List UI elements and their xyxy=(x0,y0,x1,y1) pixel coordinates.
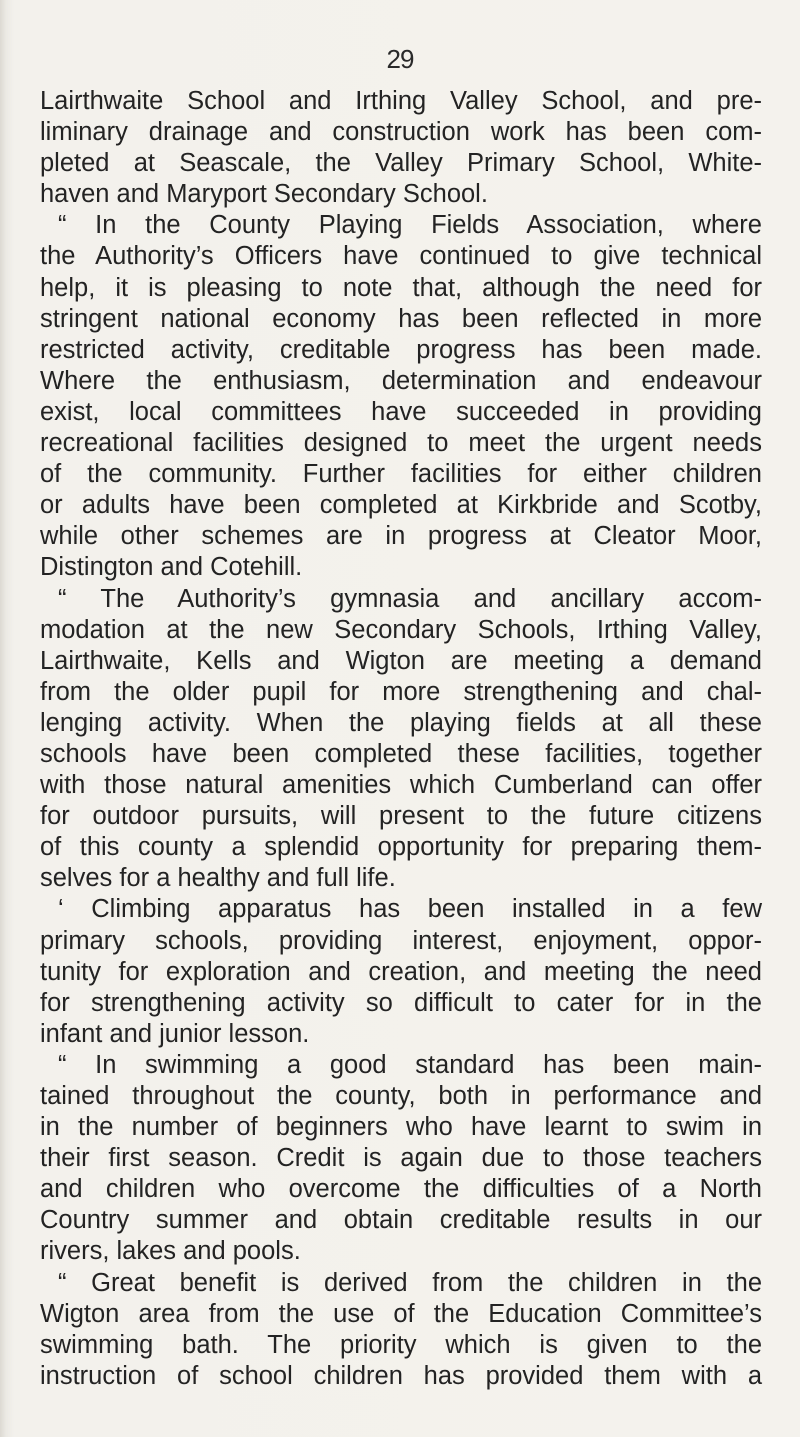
text-line: infant and junior lesson. xyxy=(40,1019,310,1048)
text-line: of the community. Further facilities for either children xyxy=(40,460,762,489)
text-line: modation at the new Secondary Schools, Irthing Valley, xyxy=(40,615,762,644)
page-number: 29 xyxy=(386,44,414,74)
text-line: while other schemes are in progress at Cleator Moor, xyxy=(40,522,762,551)
paragraph-4 xyxy=(40,894,762,1049)
text-line: “ In swimming a good standard has been main- xyxy=(58,1050,762,1079)
paragraph-1 xyxy=(40,86,762,210)
text-line: “ The Authority’s gymnasia and ancillary accom- xyxy=(58,584,762,613)
text-line: Wigton area from the use of the Education Committee’s xyxy=(40,1299,762,1328)
text-line: stringent national economy has been reflected in more xyxy=(40,304,762,333)
text-line: liminary drainage and construction work has been com- xyxy=(40,118,762,147)
text-line: selves for a healthy and full life. xyxy=(40,864,396,893)
text-line: for outdoor pursuits, will present to the future citizens xyxy=(40,802,762,831)
text-line: help, it is pleasing to note that, although the need for xyxy=(40,273,762,302)
paragraph-6 xyxy=(40,1268,762,1392)
text-line: swimming bath. The priority which is given to the xyxy=(40,1330,762,1359)
text-line: lenging activity. When the playing fields at all these xyxy=(40,708,762,737)
paragraph-2 xyxy=(40,210,762,583)
text-line: exist, local committees have succeeded in providing xyxy=(40,397,762,426)
text-line: instruction of school children has provided them with a xyxy=(40,1361,762,1390)
body-text xyxy=(40,86,762,1392)
text-line: recreational facilities designed to meet the urgent needs xyxy=(40,429,762,458)
text-line: Distington and Cotehill. xyxy=(40,553,303,582)
text-line: “ In the County Playing Fields Association, where xyxy=(58,211,762,240)
text-line: rivers, lakes and pools. xyxy=(40,1237,301,1266)
text-line: restricted activity, creditable progress has been made. xyxy=(40,335,762,364)
text-line: “ Great benefit is derived from the children in the xyxy=(58,1268,762,1297)
text-line: tunity for exploration and creation, and meeting the need xyxy=(40,957,762,986)
text-line: tained throughout the county, both in performance and xyxy=(40,1082,762,1110)
text-line: primary schools, providing interest, enjoyment, oppor- xyxy=(40,926,762,955)
text-line: of this county a splendid opportunity for preparing them- xyxy=(40,833,762,862)
text-line: haven and Maryport Secondary School. xyxy=(40,180,488,209)
text-line: from the older pupil for more strengthening and chal- xyxy=(40,677,762,706)
text-line: schools have been completed these facilities, together xyxy=(40,739,762,768)
text-line: for strengthening activity so difficult to cater for in the xyxy=(40,988,762,1017)
text-line: with those natural amenities which Cumberland can offer xyxy=(40,771,762,800)
paragraph-5 xyxy=(40,1050,762,1268)
text-line: their first season. Credit is again due to those teachers xyxy=(40,1144,762,1173)
text-line: Lairthwaite, Kells and Wigton are meeting a demand xyxy=(40,646,762,675)
text-line: Lairthwaite School and Irthing Valley School, and pre- xyxy=(40,87,762,115)
text-line: Country summer and obtain creditable results in our xyxy=(40,1206,762,1235)
text-line: pleted at Seascale, the Valley Primary School, White- xyxy=(40,149,762,178)
text-line: the Authority’s Officers have continued to give technical xyxy=(40,242,762,271)
text-line: in the number of beginners who have learnt to swim in xyxy=(40,1113,762,1142)
paragraph-3 xyxy=(40,584,762,895)
text-line: or adults have been completed at Kirkbride and Scotby, xyxy=(40,491,762,520)
text-line: ‘ Climbing apparatus has been installed in a few xyxy=(58,895,762,924)
text-line: Where the enthusiasm, determination and endeavour xyxy=(40,366,762,395)
text-line: and children who overcome the difficulties of a North xyxy=(40,1175,762,1204)
